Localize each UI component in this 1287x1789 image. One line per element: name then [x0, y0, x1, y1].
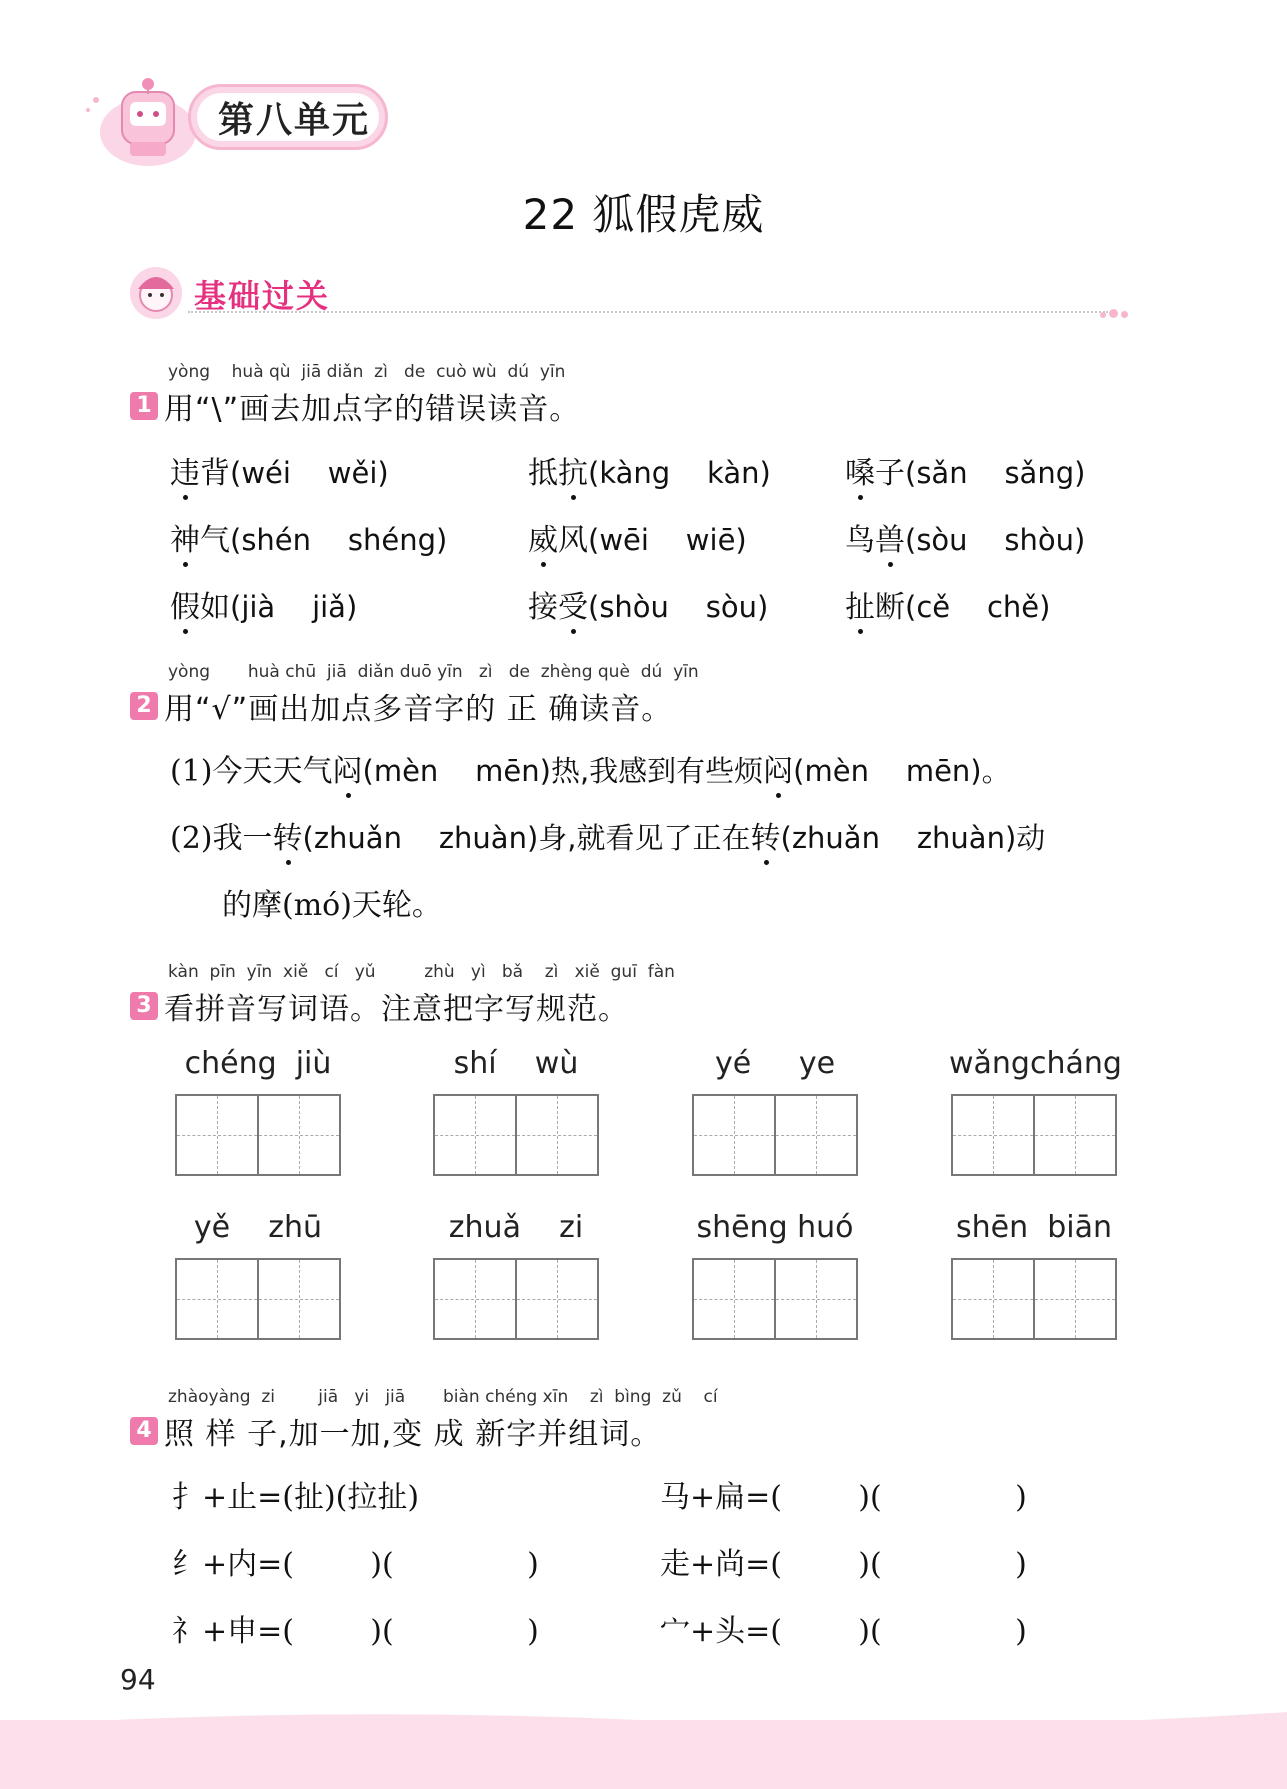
- section-divider: [188, 311, 1108, 313]
- writing-cell[interactable]: [517, 1096, 597, 1174]
- dotted-char: 兽: [875, 515, 905, 559]
- writing-cell[interactable]: [953, 1096, 1035, 1174]
- q1-pinyin: yòng huà qù jiā diǎn zì de cuò wù dú yīn: [168, 362, 566, 382]
- writing-box[interactable]: [692, 1094, 858, 1176]
- q1-item-pre: 接: [528, 590, 558, 625]
- q1-item: [528, 515, 747, 559]
- q1-text: 用“\”画去加点字的错误读音。: [164, 392, 581, 427]
- q2-line2-part-a: (2)我一: [170, 821, 273, 856]
- writing-box[interactable]: [692, 1258, 858, 1340]
- q1-item-post: 断: [875, 590, 905, 625]
- q1-item: [170, 515, 447, 559]
- footer-band: [0, 1720, 1287, 1789]
- q1-item-post: 背: [200, 456, 230, 491]
- dotted-char: 扯: [845, 582, 875, 626]
- writing-cell[interactable]: [259, 1260, 339, 1338]
- q1-number: 1: [130, 392, 158, 420]
- q1-item-py: (cě chě): [905, 590, 1051, 624]
- dotted-char: 违: [170, 448, 200, 492]
- writing-cell[interactable]: [1035, 1260, 1115, 1338]
- q2-line1-part-c: (mèn mēn)。: [793, 754, 1011, 788]
- unit-title: 第八单元: [218, 100, 371, 141]
- dotted-char: 闷: [333, 746, 363, 790]
- q1-item: [528, 582, 768, 626]
- q1-item-py: (wēi wiē): [588, 523, 747, 557]
- q1-item-pre: 鸟: [845, 523, 875, 558]
- q4-equation-left[interactable]: 礻+申=( )( ): [172, 1614, 539, 1649]
- q4-equation-right[interactable]: 马+扁=( )( ): [660, 1480, 1027, 1515]
- writing-cell[interactable]: [259, 1096, 339, 1174]
- dotted-char: 抗: [558, 448, 588, 492]
- writing-box[interactable]: [433, 1258, 599, 1340]
- q3-number: 3: [130, 992, 158, 1020]
- q1-item-post: 风: [558, 523, 588, 558]
- dotted-char: 受: [558, 582, 588, 626]
- q2-line1-part-a: (1)今天天气: [170, 754, 333, 789]
- page-number: 94: [120, 1663, 156, 1696]
- section-header: [128, 265, 1128, 321]
- q1-item-pre: 抵: [528, 456, 558, 491]
- section-label: 基础过关: [194, 277, 331, 315]
- writing-cell[interactable]: [177, 1260, 259, 1338]
- q2-line1-part-b: (mèn mēn)热,我感到有些烦: [362, 754, 764, 788]
- q2-header: [130, 662, 699, 728]
- q4-equation-right[interactable]: 宀+头=( )( ): [660, 1614, 1027, 1649]
- q1-item-py: (sòu shòu): [905, 523, 1086, 557]
- writing-cell[interactable]: [435, 1260, 517, 1338]
- q3-word-pinyin: zhuǎ zi: [448, 1210, 584, 1245]
- q2-line2-part-b: (zhuǎn zhuàn)身,就看见了正在: [302, 821, 751, 855]
- writing-cell[interactable]: [776, 1260, 856, 1338]
- q1-item-post: 如: [200, 590, 230, 625]
- q1-item-py: (jià jiǎ): [230, 590, 358, 624]
- q3-word-pinyin: shēn biān: [956, 1210, 1112, 1245]
- q3-text: 看拼音写词语。注意把字写规范。: [164, 992, 629, 1027]
- writing-box[interactable]: [175, 1258, 341, 1340]
- lesson-title: 22 狐假虎威: [522, 190, 765, 239]
- writing-box[interactable]: [951, 1258, 1117, 1340]
- q1-item-py: (shén shéng): [230, 523, 448, 557]
- writing-box[interactable]: [433, 1094, 599, 1176]
- q1-item: [528, 448, 771, 492]
- q2-line-3: 的摩(mó)天轮。: [222, 888, 442, 923]
- q1-item-post: 气: [200, 523, 230, 558]
- writing-box[interactable]: [175, 1094, 341, 1176]
- q3-word-pinyin: yé ye: [714, 1046, 836, 1081]
- girl-avatar-icon: [128, 265, 184, 321]
- q1-item-py: (sǎn sǎng): [905, 456, 1086, 490]
- q2-line-2: [170, 813, 1045, 857]
- writing-cell[interactable]: [953, 1260, 1035, 1338]
- q1-item-py: (shòu sòu): [588, 590, 769, 624]
- dotted-char: 神: [170, 515, 200, 559]
- decor-dots-icon: [1097, 303, 1128, 322]
- q2-text: 用“√”画出加点多音字的 正 确读音。: [164, 692, 673, 727]
- writing-cell[interactable]: [435, 1096, 517, 1174]
- unit-header: [78, 70, 418, 170]
- writing-cell[interactable]: [177, 1096, 259, 1174]
- q1-item: [845, 515, 1085, 559]
- q4-equation-left[interactable]: 扌+止=(扯)(拉扯): [172, 1480, 420, 1515]
- dotted-char: 威: [528, 515, 558, 559]
- dotted-char: 嗓: [845, 448, 875, 492]
- dotted-char: 假: [170, 582, 200, 626]
- q3-word-pinyin: shēng huó: [696, 1210, 854, 1245]
- q4-text: 照 样 子,加一加,变 成 新字并组词。: [164, 1417, 662, 1452]
- q3-header: [130, 962, 675, 1028]
- dotted-char: 闷: [763, 746, 793, 790]
- dotted-char: 转: [751, 813, 781, 857]
- dotted-char: 转: [273, 813, 303, 857]
- q2-pinyin: yòng huà chū jiā diǎn duō yīn zì de zhèng què dú yīn: [168, 662, 699, 682]
- q3-word-pinyin: yě zhū: [193, 1210, 323, 1245]
- q4-equation-right[interactable]: 走+尚=( )( ): [660, 1547, 1027, 1582]
- q1-item-py: (wéi wěi): [230, 456, 389, 490]
- q4-number: 4: [130, 1417, 158, 1445]
- writing-cell[interactable]: [694, 1260, 776, 1338]
- q1-item: [845, 582, 1050, 626]
- writing-cell[interactable]: [694, 1096, 776, 1174]
- q3-pinyin: kàn pīn yīn xiě cí yǔ zhù yì bǎ zì xiě guī fàn: [168, 962, 675, 982]
- q3-word-pinyin: shí wù: [453, 1046, 579, 1081]
- q3-word-pinyin: wǎngcháng: [949, 1046, 1122, 1081]
- writing-cell[interactable]: [776, 1096, 856, 1174]
- q1-item-post: 子: [875, 456, 905, 491]
- q4-pinyin: zhàoyàng zi jiā yi jiā biàn chéng xīn zì bìng zǔ cí: [168, 1387, 718, 1407]
- q1-item: [170, 448, 389, 492]
- q1-item-py: (kàng kàn): [588, 456, 771, 490]
- writing-cell[interactable]: [517, 1260, 597, 1338]
- q2-line2-part-c: (zhuǎn zhuàn)动: [780, 821, 1046, 855]
- q2-line-1: [170, 746, 1011, 790]
- q1-item: [845, 448, 1085, 492]
- q2-number: 2: [130, 692, 158, 720]
- writing-cell[interactable]: [1035, 1096, 1115, 1174]
- q4-equation-left[interactable]: 纟+内=( )( ): [172, 1547, 539, 1582]
- q1-header: [130, 362, 580, 428]
- q3-word-pinyin: chéng jiù: [184, 1046, 332, 1081]
- q1-item: [170, 582, 357, 626]
- q4-header: [130, 1387, 718, 1453]
- writing-box[interactable]: [951, 1094, 1117, 1176]
